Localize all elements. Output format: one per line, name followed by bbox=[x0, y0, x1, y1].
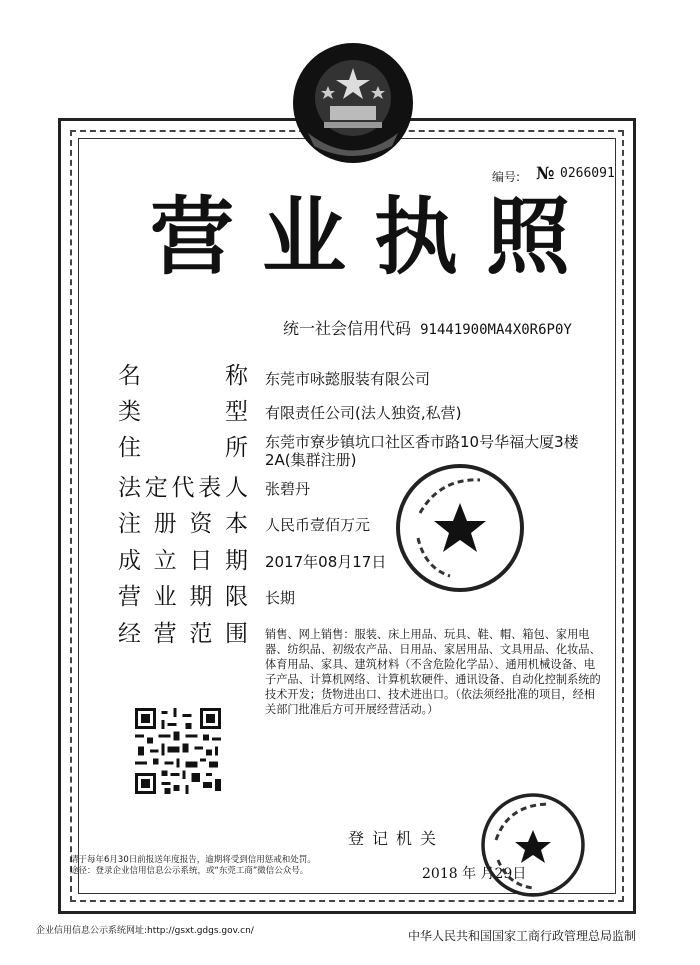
national-emblem-icon bbox=[288, 38, 418, 168]
field-label-legal-rep: 法 定 代 表 人 bbox=[118, 475, 248, 501]
registration-authority-seal-icon bbox=[478, 790, 588, 900]
field-value-name: 东莞市咏懿服装有限公司 bbox=[265, 370, 431, 388]
company-seal-icon bbox=[390, 458, 530, 598]
registration-date: 2018 年 月29日 bbox=[422, 866, 527, 882]
qr-code-icon bbox=[135, 708, 221, 794]
footer-website: 企业信用信息公示系统网址:http://gsxt.gdgs.gov.cn/ bbox=[36, 926, 254, 936]
field-value-scope: 销售、网上销售：服装、床上用品、玩具、鞋、帽、箱包、家用电器、纺织品、初级农产品、日用品、家居用品、文具用品、化妆品、体育用品、家具、建筑材料（不含危险化学品）、通用机械设备、电子产品、计算机网络、计算机软硬件、通讯设备、自动化控制系统的技术开发；货物进出口、技术进出口。（依法须经批准的项目，经相关部门批准后方可开展经营活动。） bbox=[265, 628, 601, 716]
registration-authority-label: 登记机关 bbox=[348, 829, 445, 848]
field-value-address: 东莞市寮步镇坑口社区香市路10号华福大厦3楼2A(集群注册) bbox=[265, 433, 579, 469]
field-value-capital: 人民币壹佰万元 bbox=[265, 516, 371, 534]
serial-number-mark: № bbox=[536, 164, 555, 184]
field-label-established: 成 立 日 期 bbox=[118, 548, 248, 574]
credit-code-value: 91441900MA4X0R6P0Y bbox=[420, 322, 572, 338]
credit-code-label: 统一社会信用代码 bbox=[283, 319, 412, 338]
page-title: 营业执照 bbox=[150, 187, 599, 286]
field-value-type: 有限责任公司(法人独资,私营) bbox=[265, 404, 462, 422]
field-value-legal-rep: 张碧丹 bbox=[265, 480, 311, 498]
serial-label: 编号: bbox=[492, 170, 521, 184]
field-label-address: 住 所 bbox=[118, 435, 248, 461]
field-value-established: 2017年08月17日 bbox=[265, 553, 387, 571]
field-label-type: 类 型 bbox=[118, 399, 248, 425]
notice-line-1: 请于每年6月30日前报送年度报告，逾期将受到信用惩戒和处罚。 bbox=[70, 855, 316, 865]
field-label-name: 名 称 bbox=[118, 363, 248, 389]
field-label-term: 营 业 期 限 bbox=[118, 584, 248, 610]
field-label-capital: 注 册 资 本 bbox=[118, 511, 248, 537]
serial-number: 0266091 bbox=[560, 166, 615, 181]
credit-code bbox=[283, 316, 572, 339]
field-label-scope: 经 营 范 围 bbox=[118, 621, 248, 647]
field-value-term: 长期 bbox=[265, 589, 296, 607]
notice-line-2: 途径：登录企业信用信息公示系统，或“东莞工商”微信公众号。 bbox=[70, 866, 309, 876]
footer-issuer: 中华人民共和国国家工商行政管理总局监制 bbox=[408, 929, 637, 943]
annual-report-notice bbox=[70, 855, 316, 877]
